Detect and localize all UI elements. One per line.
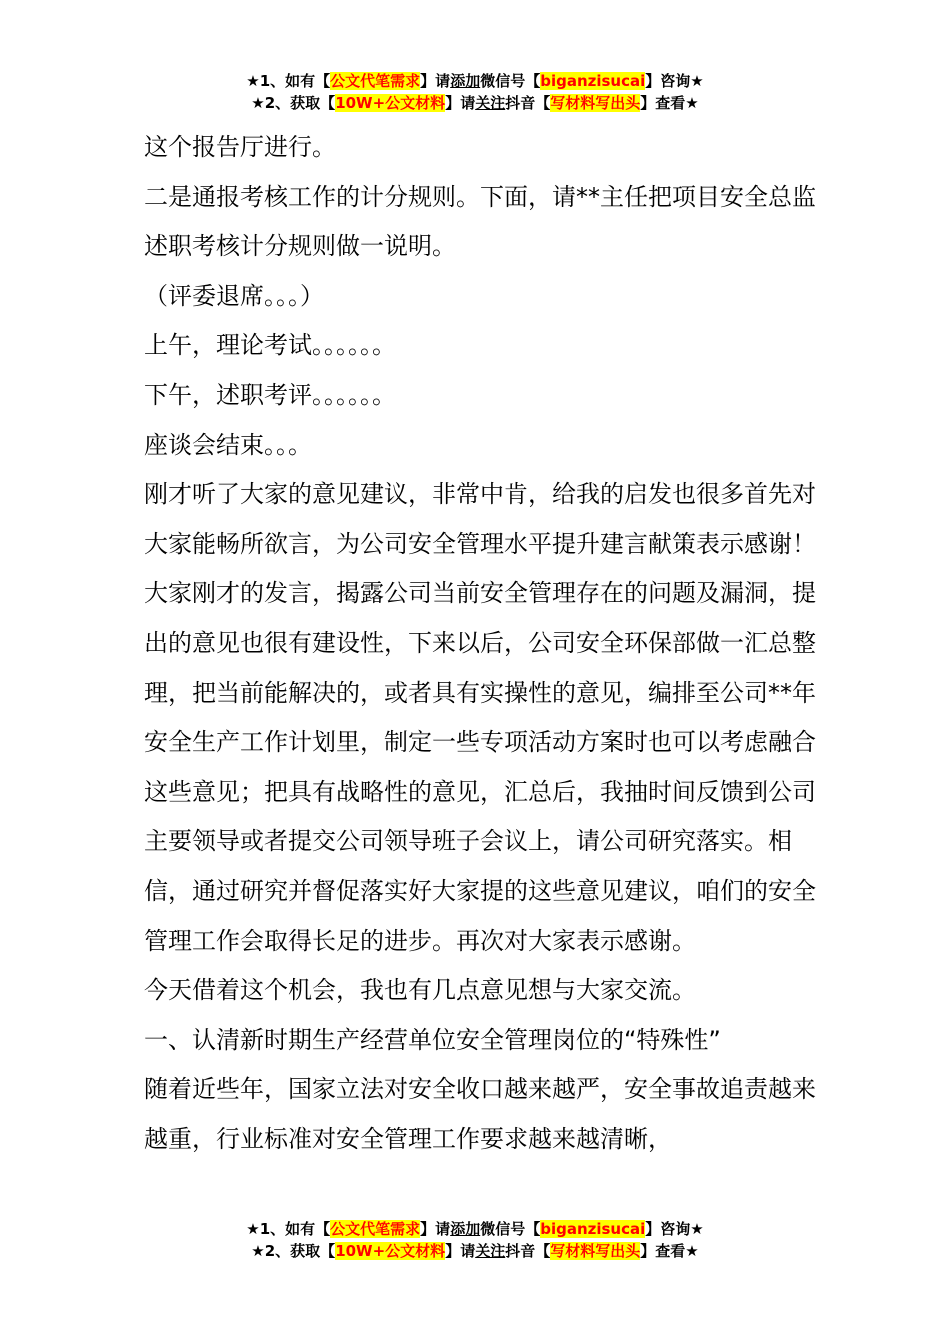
banner-text: 1、如有【	[259, 72, 331, 90]
banner-line-2	[0, 92, 950, 114]
paragraph: 这个报告厅进行。	[144, 133, 336, 161]
highlight-text: 公文代笔需求	[330, 1220, 421, 1238]
banner-text: 2、获取【	[264, 1242, 336, 1260]
banner-text: 】请	[420, 72, 451, 90]
wechat-id: biganzisucai	[540, 1220, 646, 1238]
banner-line-2	[0, 1240, 950, 1262]
banner-line-1	[0, 70, 950, 92]
highlight-text: 公文代笔需求	[330, 72, 421, 90]
document-body	[144, 123, 816, 1164]
banner-text: 抖音【	[505, 1242, 551, 1260]
paragraph: 下午，述职考评。。。。。。	[144, 380, 396, 409]
paragraph: 随着近些年，国家立法对安全收口越来越严，安全事故追责越来越重，行业标准对安全管理工作要求越来越清晰，	[144, 1075, 816, 1153]
star-icon: ★	[251, 1242, 265, 1260]
paragraph: 刚才听了大家的意见建议，非常中肯，给我的启发也很多首先对大家能畅所欲言，为公司安全管理水平提升建言献策表示感谢！大家刚才的发言，揭露公司当前安全管理存在的问题及漏洞，提出的意见也很有建设性，下来以后，公司安全环保部做一汇总整理，把当前能解决的，或者具有实操性的意见，编排至公司**年安全生产工作计划里，制定一些专项活动方案时也可以考虑融合这些意见；把具有战略性的意见，汇总后，我抽时间反馈到公司主要领导或者提交公司领导班子会议上，请公司研究落实。相信，通过研究并督促落实好大家提的这些意见建议，咱们的安全管理工作会取得长足的进步。再次对大家表示感谢。	[144, 480, 816, 955]
paragraph: 二是通报考核工作的计分规则。下面，请**主任把项目安全总监述职考核计分规则做一说明。	[144, 182, 816, 261]
banner-text: 】请	[445, 94, 476, 112]
banner-text: 】咨询★	[645, 72, 704, 90]
paragraph: 今天借着这个机会，我也有几点意见想与大家交流。	[144, 976, 696, 1005]
star-icon: ★	[251, 94, 265, 112]
star-icon: ★	[246, 1220, 260, 1238]
underlined-text: 添加	[450, 72, 481, 90]
highlight-text: 10W+公文材料	[335, 1242, 446, 1260]
douyin-account: 写材料写出头	[550, 94, 641, 112]
highlight-text: 10W+公文材料	[335, 94, 446, 112]
underlined-text: 关注	[475, 1242, 506, 1260]
banner-text: 】查看★	[640, 94, 699, 112]
douyin-account: 写材料写出头	[550, 1242, 641, 1260]
wechat-id: biganzisucai	[540, 72, 646, 90]
banner-text: 】咨询★	[645, 1220, 704, 1238]
section-heading: 一、认清新时期生产经营单位安全管理岗位的“特殊性”	[144, 1025, 721, 1054]
banner-text: 微信号【	[480, 1220, 541, 1238]
banner-text: 】请	[420, 1220, 451, 1238]
banner-text: 】查看★	[640, 1242, 699, 1260]
banner-text: 微信号【	[480, 72, 541, 90]
star-icon: ★	[246, 72, 260, 90]
underlined-text: 关注	[475, 94, 506, 112]
paragraph: 上午，理论考试。。。。。。	[144, 331, 396, 360]
banner-line-1	[0, 1218, 950, 1240]
banner-text: 1、如有【	[259, 1220, 331, 1238]
header-banner	[0, 70, 950, 114]
footer-banner	[0, 1218, 950, 1262]
banner-text: 2、获取【	[264, 94, 336, 112]
paragraph: （评委退席。。。）	[144, 281, 324, 310]
banner-text: 抖音【	[505, 94, 551, 112]
paragraph: 座谈会结束。。。	[144, 430, 312, 459]
banner-text: 】请	[445, 1242, 476, 1260]
underlined-text: 添加	[450, 1220, 481, 1238]
